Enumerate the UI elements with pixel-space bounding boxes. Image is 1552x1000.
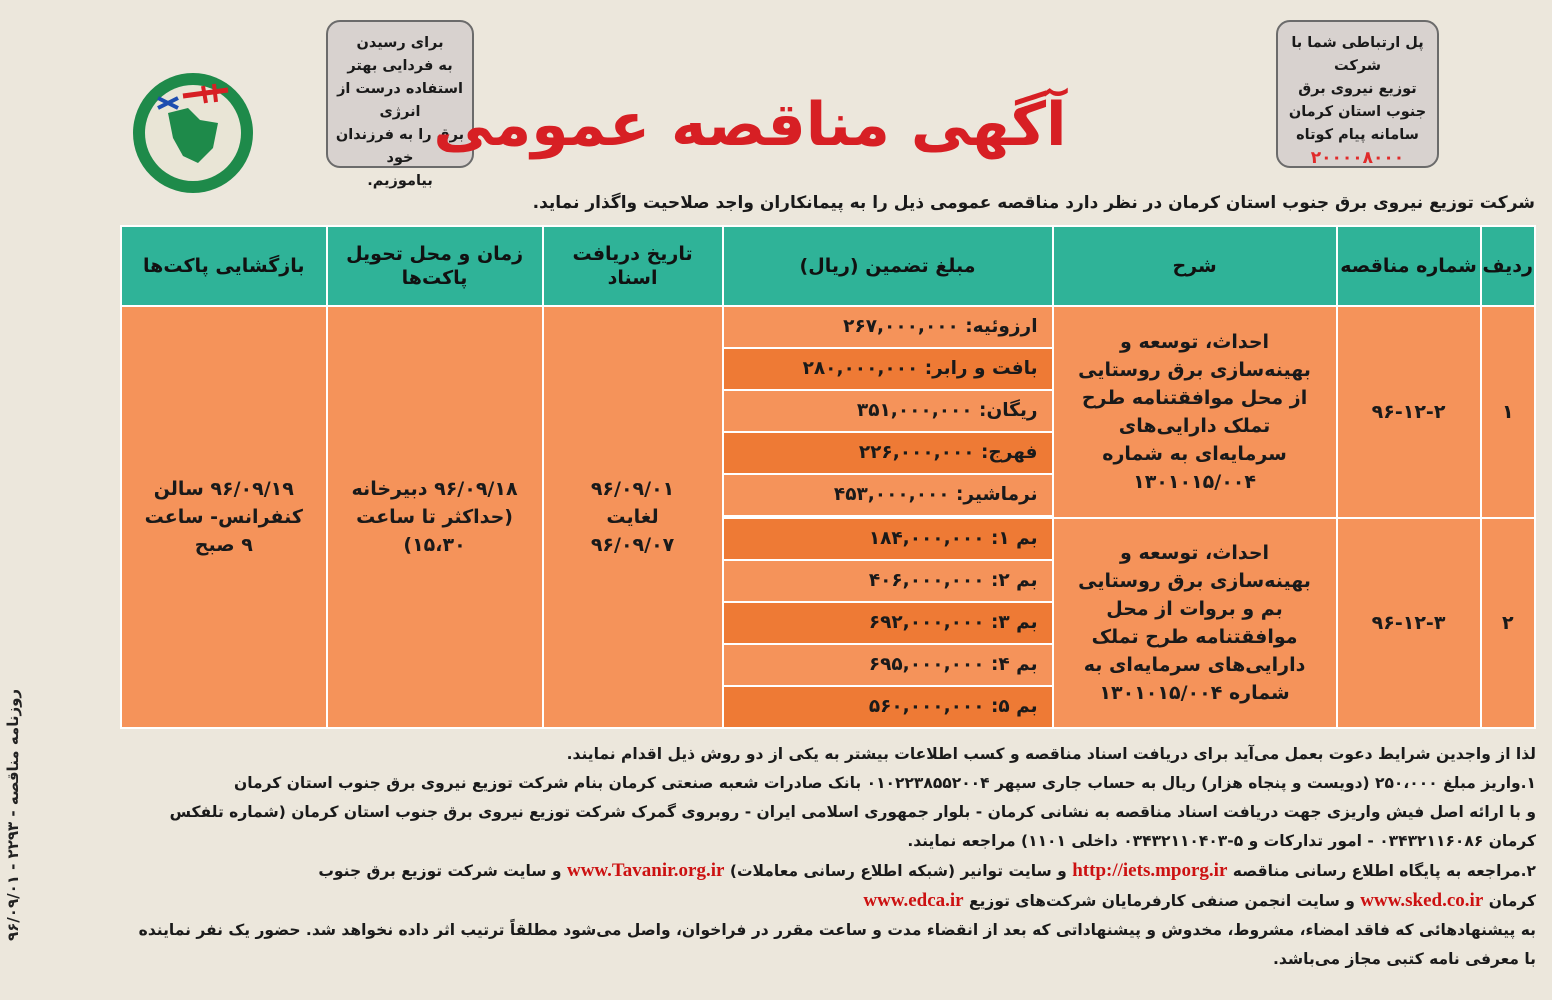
- tender-table: [120, 225, 1536, 729]
- amount-item: بم ۴: ۶۹۵,۰۰۰,۰۰۰: [724, 645, 1052, 687]
- guarantee-amounts: [723, 306, 1053, 518]
- header-tender-number: شماره مناقصه: [1337, 226, 1481, 306]
- tip-line: بیاموزیم.: [367, 173, 433, 189]
- amount-item: بم ۲: ۴۰۶,۰۰۰,۰۰۰: [724, 561, 1052, 603]
- amount-item: فهرج: ۲۲۶,۰۰۰,۰۰۰: [724, 433, 1052, 475]
- intro-text: شرکت توزیع نیروی برق جنوب استان کرمان در نظر دارد مناقصه عمومی ذیل را به پیمانکاران واجد صلاحیت واگذار نماید.: [532, 193, 1535, 213]
- header-delivery: زمان و محل تحویل پاکت‌ها: [327, 226, 543, 306]
- header-opening: بازگشایی پاکت‌ها: [121, 226, 327, 306]
- header-receive-date: تاریخ دریافت اسناد: [543, 226, 723, 306]
- footer-paragraph: با معرفی نامه کتبی مجاز می‌باشد.: [1273, 950, 1536, 968]
- header-guarantee-amount: مبلغ تضمین (ریال): [723, 226, 1053, 306]
- sms-number: ۲۰۰۰۰۸۰۰۰: [1310, 148, 1405, 168]
- tavanir-link[interactable]: www.Tavanir.org.ir: [566, 860, 725, 881]
- footer-paragraph: [120, 856, 1536, 886]
- tip-line: برای رسیدن: [356, 35, 444, 51]
- footer-paragraph: لذا از واجدین شرایط دعوت بعمل می‌آید برای دریافت اسناد مناقصه و کسب اطلاعات بیشتر به یکی از دو روش ذیل اقدام نمایند.: [566, 745, 1536, 763]
- company-emblem-icon: [128, 68, 258, 198]
- contact-line: پل ارتباطی شما با شرکت: [1291, 35, 1424, 74]
- row-number: ۲: [1481, 518, 1535, 728]
- header-description: شرح: [1053, 226, 1337, 306]
- amount-item: ارزوئیه: ۲۶۷,۰۰۰,۰۰۰: [724, 307, 1052, 349]
- sked-link[interactable]: www.sked.co.ir: [1360, 890, 1484, 911]
- footer-paragraph: و با ارائه اصل فیش واریزی جهت دریافت اسناد مناقصه به نشانی کرمان - بلوار جمهوری اسلامی ایران - روبروی گمرک شرکت توزیع نیروی برق جنوب استان کرمان (شماره تلفکس: [169, 803, 1536, 821]
- delivery-info: ۹۶/۰۹/۱۸ دبیرخانه (حداکثر تا ساعت ۱۵،۳۰): [327, 306, 543, 728]
- amount-item: نرماشیر: ۴۵۳,۰۰۰,۰۰۰: [724, 475, 1052, 517]
- tip-line: استفاده درست از انرژی: [337, 81, 463, 120]
- footer-text: ۲.مراجعه به پایگاه اطلاع رسانی مناقصه: [1232, 862, 1536, 880]
- table-header-row: [121, 226, 1535, 306]
- iets-link[interactable]: http://iets.mporg.ir: [1072, 860, 1228, 881]
- table-row: [121, 306, 1535, 518]
- newspaper-sidebar: روزنامه مناقصه - ۲۲۹۳ - ۹۶/۰۹/۰۱: [4, 688, 22, 942]
- footer-paragraph: کرمان ۰۳۴۳۲۱۱۶۰۸۶ - امور تدارکات و ۵-۰۳۴۳۲۱۱۰۴۰۳ داخلی ۱۱۰۱) مراجعه نمایند.: [907, 832, 1536, 850]
- row-number: ۱: [1481, 306, 1535, 518]
- footer-text: و سایت توانیر (شبکه اطلاع رسانی معاملات): [729, 862, 1067, 880]
- contact-line: سامانه پیام کوتاه: [1296, 127, 1419, 143]
- sms-contact-box: [1276, 20, 1439, 168]
- contact-line: توزیع نیروی برق: [1298, 81, 1417, 97]
- guarantee-amounts: [723, 518, 1053, 728]
- page-title: آگهی مناقصه عمومی: [433, 90, 1067, 160]
- edca-link[interactable]: www.edca.ir: [863, 890, 964, 911]
- header-row-number: ردیف: [1481, 226, 1535, 306]
- opening-info: ۹۶/۰۹/۱۹ سالن کنفرانس- ساعت ۹ صبح: [121, 306, 327, 728]
- tip-line: برق را به فرزندان خود: [335, 127, 465, 166]
- footer-text: و سایت شرکت توزیع برق جنوب: [318, 862, 562, 880]
- amount-item: بم ۳: ۶۹۲,۰۰۰,۰۰۰: [724, 603, 1052, 645]
- amount-item: بم ۵: ۵۶۰,۰۰۰,۰۰۰: [724, 687, 1052, 727]
- tender-number: ۹۶-۱۲-۲: [1337, 306, 1481, 518]
- tip-line: به فردایی بهتر: [347, 58, 453, 74]
- footer-paragraph: به پیشنهادهائی که فاقد امضاء، مشروط، مخدوش و پیشنهاداتی که بعد از انقضاء مدت و ساعت مقرر در فراخوان، واصل می‌شود مطلقاً ترتیب اثر داده نخواهد شد. حضور یک نفر نماینده: [138, 921, 1536, 939]
- tender-description: احداث، توسعه و بهینه‌سازی برق روستایی بم و بروات از محل موافقتنامه طرح تملک دارایی‌های سرمایه‌ای به شماره ۱۳۰۱۰۱۵/۰۰۴: [1053, 518, 1337, 728]
- amount-item: بم ۱: ۱۸۴,۰۰۰,۰۰۰: [724, 519, 1052, 561]
- footer-paragraph: [120, 886, 1536, 916]
- tender-description: احداث، توسعه و بهینه‌سازی برق روستایی از محل موافقتنامه طرح تملک دارایی‌های سرمایه‌ای به شماره ۱۳۰۱۰۱۵/۰۰۴: [1053, 306, 1337, 518]
- tender-number: ۹۶-۱۲-۳: [1337, 518, 1481, 728]
- footer-text: کرمان: [1488, 892, 1536, 910]
- receive-date: ۹۶/۰۹/۰۱ لغایت ۹۶/۰۹/۰۷: [543, 306, 723, 728]
- notice-footer: [120, 740, 1536, 974]
- contact-line: جنوب استان کرمان: [1288, 104, 1427, 120]
- amount-item: بافت و رابر: ۲۸۰,۰۰۰,۰۰۰: [724, 349, 1052, 391]
- amount-item: ریگان: ۳۵۱,۰۰۰,۰۰۰: [724, 391, 1052, 433]
- footer-paragraph: ۱.واریز مبلغ ۲۵۰،۰۰۰ (دویست و پنجاه هزار) ریال به حساب جاری سپهر ۰۱۰۲۲۳۸۵۵۲۰۰۴ بانک صادرات شعبه صنعتی کرمان بنام شرکت توزیع نیروی برق جنوب استان کرمان: [234, 774, 1536, 792]
- footer-text: و سایت انجمن صنفی کارفرمایان شرکت‌های توزیع: [969, 892, 1355, 910]
